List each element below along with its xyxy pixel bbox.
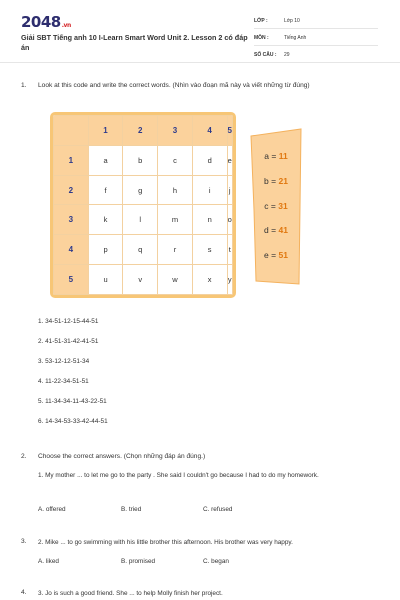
meta-row-class bbox=[254, 15, 378, 29]
grid-row bbox=[54, 145, 233, 175]
list-item: 1. 34-51-12-15-44-51 bbox=[38, 318, 99, 325]
grid-cell: p bbox=[88, 235, 123, 265]
code-letter: a = bbox=[264, 151, 277, 161]
question-number: 1. bbox=[21, 82, 27, 89]
grid-row bbox=[54, 205, 233, 235]
answer-option[interactable]: A. liked bbox=[38, 558, 59, 565]
question-2 bbox=[21, 453, 381, 463]
code-entry bbox=[250, 225, 302, 235]
grid-cell: r bbox=[158, 235, 193, 265]
code-entry bbox=[250, 201, 302, 211]
question-number: 4. bbox=[21, 589, 27, 596]
question-sentence: 2. Mike ... to go swimming with his little brother this afternoon. His brother was very happy. bbox=[38, 539, 293, 546]
grid-cell: e bbox=[227, 145, 233, 175]
grid-cell: b bbox=[123, 145, 158, 175]
grid-row bbox=[54, 235, 233, 265]
grid-row bbox=[54, 175, 233, 205]
grid-row-header: 4 bbox=[54, 235, 89, 265]
answer-options bbox=[38, 506, 338, 516]
code-entry bbox=[250, 250, 302, 260]
code-letter: d = bbox=[264, 225, 277, 235]
answer-options bbox=[38, 558, 338, 568]
page-header bbox=[0, 0, 400, 62]
question-number: 3. bbox=[21, 538, 27, 545]
document-meta bbox=[254, 15, 378, 66]
grid-cell: j bbox=[227, 175, 233, 205]
code-value: 31 bbox=[278, 201, 288, 211]
meta-value: 29 bbox=[284, 52, 290, 58]
grid-cell: s bbox=[192, 235, 227, 265]
grid-cell: m bbox=[158, 205, 193, 235]
grid-cell: x bbox=[192, 265, 227, 295]
list-item: 5. 11-34-34-11-43-22-51 bbox=[38, 398, 107, 405]
grid-col-header: 3 bbox=[158, 116, 193, 146]
answer-option[interactable]: A. offered bbox=[38, 506, 66, 513]
question-text: Choose the correct answers. (Chọn những đáp án đúng.) bbox=[38, 453, 206, 460]
grid-header-row bbox=[54, 116, 233, 146]
question-sentence: 3. Jo is such a good friend. She ... to help Molly finish her project. bbox=[38, 590, 223, 597]
code-key-card bbox=[250, 128, 302, 285]
code-grid bbox=[50, 112, 236, 298]
code-entry bbox=[250, 176, 302, 186]
code-entry bbox=[250, 151, 302, 161]
list-item: 3. 53-12-12-51-34 bbox=[38, 358, 90, 365]
grid-cell: d bbox=[192, 145, 227, 175]
grid-row-header: 5 bbox=[54, 265, 89, 295]
grid-cell: g bbox=[123, 175, 158, 205]
code-value: 41 bbox=[278, 225, 288, 235]
list-item: 2. 41-51-31-42-41-51 bbox=[38, 338, 99, 345]
question-4 bbox=[21, 589, 38, 599]
grid-col-header: 4 bbox=[192, 116, 227, 146]
grid-row-header: 3 bbox=[54, 205, 89, 235]
question-text: Look at this code and write the correct words. (Nhìn vào đoạn mã này và viết những từ đúng) bbox=[38, 82, 310, 89]
grid-row bbox=[54, 265, 233, 295]
grid-col-header: 5 bbox=[227, 116, 233, 146]
grid-row-header: 2 bbox=[54, 175, 89, 205]
grid-cell: y bbox=[227, 265, 233, 295]
answer-option[interactable]: B. promised bbox=[121, 558, 156, 565]
grid-col-header: 2 bbox=[123, 116, 158, 146]
meta-value: Lớp 10 bbox=[284, 18, 300, 24]
grid-cell: i bbox=[192, 175, 227, 205]
site-logo[interactable] bbox=[21, 13, 71, 31]
code-value: 21 bbox=[278, 176, 288, 186]
grid-row-header: 1 bbox=[54, 145, 89, 175]
list-item: 4. 11-22-34-51-51 bbox=[38, 378, 89, 385]
meta-key: LỚP : bbox=[254, 18, 268, 24]
code-letter: c = bbox=[264, 201, 276, 211]
grid-cell: u bbox=[88, 265, 123, 295]
grid-cell: f bbox=[88, 175, 123, 205]
question-sentence: 1. My mother ... to let me go to the party . She said I couldn't go because I had to do my homework. bbox=[38, 472, 319, 479]
document-title: Giải SBT Tiếng anh 10 I-Learn Smart Word Unit 2. Lesson 2 có đáp án bbox=[21, 33, 248, 52]
grid-cell: n bbox=[192, 205, 227, 235]
header-divider bbox=[0, 62, 400, 63]
question-number: 2. bbox=[21, 453, 27, 460]
grid-col-header: 1 bbox=[88, 116, 123, 146]
list-item: 6. 14-34-53-33-42-44-51 bbox=[38, 418, 108, 425]
grid-cell: k bbox=[88, 205, 123, 235]
grid-cell: v bbox=[123, 265, 158, 295]
logo-text: 2048 bbox=[21, 13, 61, 31]
meta-key: SỐ CÂU : bbox=[254, 52, 277, 58]
meta-value: Tiếng Anh bbox=[284, 35, 307, 41]
code-value: 51 bbox=[278, 250, 288, 260]
grid-cell: l bbox=[123, 205, 158, 235]
code-letter: e = bbox=[264, 250, 277, 260]
meta-row-count bbox=[254, 49, 378, 63]
grid-cell: t bbox=[227, 235, 233, 265]
code-grid-table bbox=[53, 115, 233, 295]
grid-corner bbox=[54, 116, 89, 146]
question-1 bbox=[21, 82, 381, 92]
code-value: 11 bbox=[278, 151, 288, 161]
logo-suffix: .vn bbox=[61, 22, 71, 29]
meta-key: MÔN : bbox=[254, 35, 269, 41]
grid-cell: a bbox=[88, 145, 123, 175]
code-letter: b = bbox=[264, 176, 277, 186]
grid-cell: o bbox=[227, 205, 233, 235]
answer-option[interactable]: C. began bbox=[203, 558, 229, 565]
grid-cell: c bbox=[158, 145, 193, 175]
question-3 bbox=[21, 538, 38, 548]
grid-cell: w bbox=[158, 265, 193, 295]
answer-option[interactable]: C. refused bbox=[203, 506, 233, 513]
answer-option[interactable]: B. tried bbox=[121, 506, 142, 513]
grid-cell: q bbox=[123, 235, 158, 265]
meta-row-subject bbox=[254, 32, 378, 46]
grid-cell: h bbox=[158, 175, 193, 205]
